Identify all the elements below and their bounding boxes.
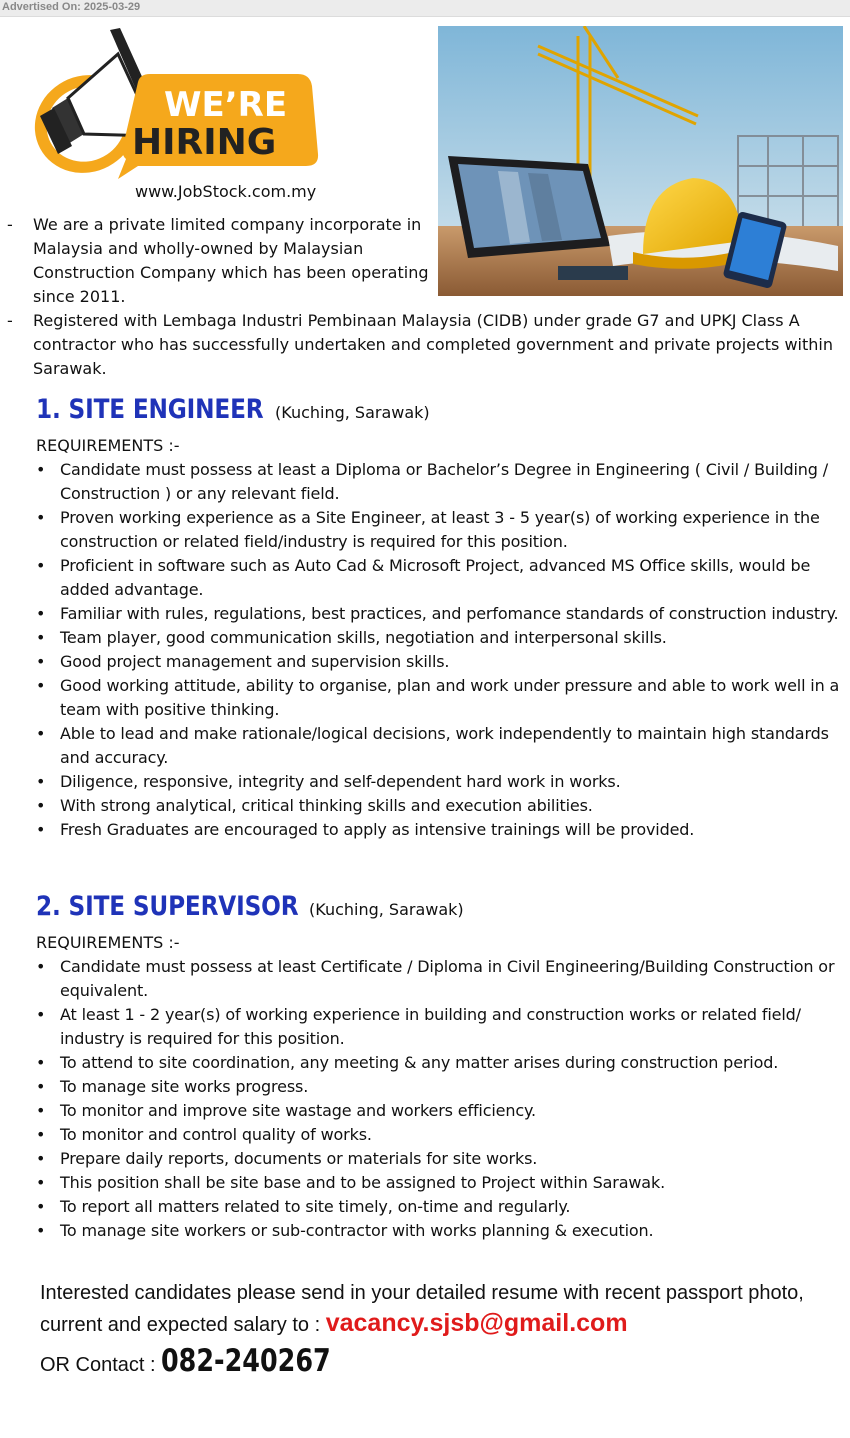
calculator-icon xyxy=(558,266,628,280)
list-item: • To manage site workers or sub-contractor with works planning & execution. xyxy=(36,1221,654,1240)
list-item: • Prepare daily reports, documents or materials for site works. xyxy=(36,1149,538,1168)
requirements-label: REQUIREMENTS :- xyxy=(36,436,180,455)
list-item: • Team player, good communication skills, negotiation and interpersonal skills. xyxy=(36,628,667,647)
list-item: • To report all matters related to site timely, on-time and regularly. xyxy=(36,1197,571,1216)
job-section-site-supervisor xyxy=(36,891,846,1243)
contact-line2: current and expected salary to : xyxy=(40,1314,321,1336)
advertised-date: Advertised On: 2025-03-29 xyxy=(2,1,141,13)
list-item: • This position shall be site base and to be assigned to Project within Sarawak. xyxy=(36,1173,666,1192)
logo-line2: HIRING xyxy=(132,122,277,163)
requirements-list xyxy=(36,458,846,842)
advertised-date-bar xyxy=(0,0,850,17)
list-item: • Diligence, responsive, integrity and self-dependent hard work in works. xyxy=(36,772,621,791)
intro-item-2 xyxy=(7,309,845,381)
list-item: • Proven working experience as a Site Engineer, at least 3 - 5 year(s) of working experience in the construction or related field/industry is required for this position. xyxy=(36,508,820,551)
construction-photo xyxy=(438,26,843,296)
phone-number[interactable]: 082-240267 xyxy=(161,1343,331,1379)
list-item: • Good working attitude, ability to organise, plan and work under pressure and able to work well in a team with positive thinking. xyxy=(36,676,840,719)
dash-marker: - xyxy=(7,311,13,330)
list-item: • To monitor and improve site wastage and workers efficiency. xyxy=(36,1101,536,1120)
list-item: • Able to lead and make rationale/logical decisions, work independently to maintain high standards and accuracy. xyxy=(36,724,829,767)
intro-text-1: We are a private limited company incorporate in Malaysia and wholly-owned by Malaysian Construction Company which has been operating since 2011. xyxy=(33,215,429,306)
contact-block xyxy=(40,1278,840,1386)
job-section-site-engineer xyxy=(36,394,846,842)
logo-line1: WE’RE xyxy=(164,85,288,125)
job-location: (Kuching, Sarawak) xyxy=(309,900,464,919)
tablet-icon xyxy=(448,156,610,258)
list-item: • With strong analytical, critical thinking skills and execution abilities. xyxy=(36,796,593,815)
or-contact-label: OR Contact : xyxy=(40,1354,156,1376)
intro-item-1 xyxy=(7,213,438,309)
list-item: • Candidate must possess at least Certificate / Diploma in Civil Engineering/Building Construction or equivalent. xyxy=(36,957,835,1000)
list-item: • Candidate must possess at least a Diploma or Bachelor’s Degree in Engineering ( Civil / Building / Construction ) or any relevant field. xyxy=(36,460,828,503)
list-item: • Good project management and supervision skills. xyxy=(36,652,450,671)
list-item: • Proficient in software such as Auto Cad & Microsoft Project, advanced MS Office skills, would be added advantage. xyxy=(36,556,811,599)
website-url: www.JobStock.com.my xyxy=(135,182,317,201)
email-link[interactable]: vacancy.sjsb@gmail.com xyxy=(325,1309,628,1337)
list-item: • To attend to site coordination, any meeting & any matter arises during construction period. xyxy=(36,1053,779,1072)
dash-marker: - xyxy=(7,215,13,234)
were-hiring-logo xyxy=(28,24,328,189)
list-item: • To monitor and control quality of works. xyxy=(36,1125,372,1144)
requirements-label: REQUIREMENTS :- xyxy=(36,933,180,952)
intro-text-2: Registered with Lembaga Industri Pembinaan Malaysia (CIDB) under grade G7 and UPKJ Class A contractor who has successfully undertaken and completed government and private projects within Sarawak. xyxy=(33,311,833,378)
list-item: • At least 1 - 2 year(s) of working experience in building and construction works or related field/ industry is required for this position. xyxy=(36,1005,801,1048)
contact-line1: Interested candidates please send in your detailed resume with recent passport photo, xyxy=(40,1282,804,1304)
requirements-list xyxy=(36,955,846,1243)
job-location: (Kuching, Sarawak) xyxy=(275,403,430,422)
list-item: • Fresh Graduates are encouraged to apply as intensive trainings will be provided. xyxy=(36,820,695,839)
list-item: • Familiar with rules, regulations, best practices, and perfomance standards of construction industry. xyxy=(36,604,839,623)
job-title: 1. SITE ENGINEER xyxy=(36,394,264,425)
job-title: 2. SITE SUPERVISOR xyxy=(36,891,299,922)
list-item: • To manage site works progress. xyxy=(36,1077,309,1096)
